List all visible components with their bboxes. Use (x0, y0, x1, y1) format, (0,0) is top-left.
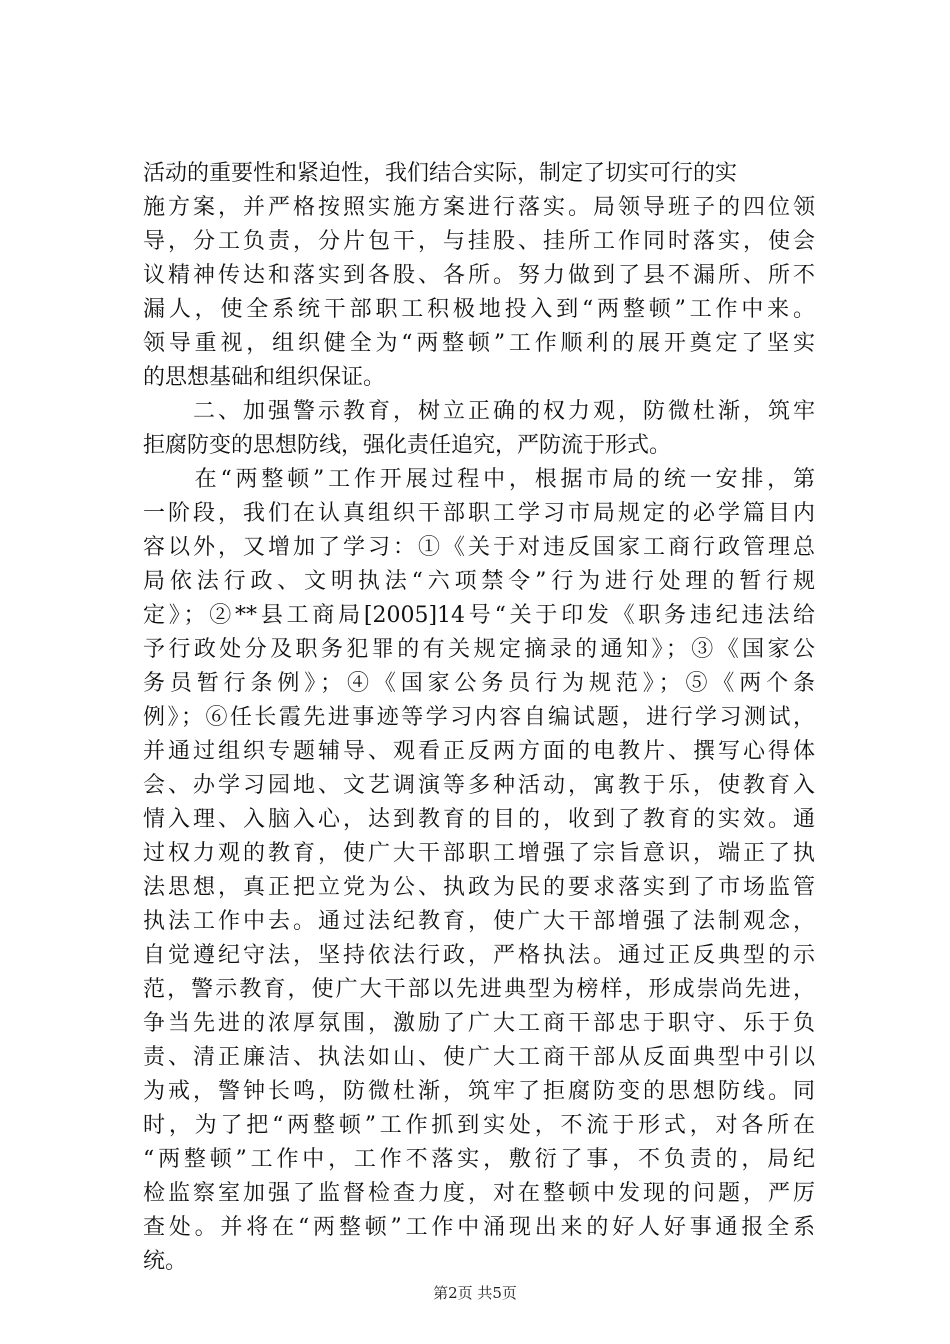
text-line: 领导重视，组织健全为“两整顿”工作顺利的展开奠定了坚实 (143, 331, 815, 356)
document-body (143, 157, 815, 1279)
text-line: 定》；②**县工商局[2005]14号“关于印发《职务违纪违法给 (143, 603, 815, 628)
text-line: 检监察室加强了监督检查力度，对在整顿中发现的问题，严厉 (143, 1181, 815, 1206)
text-line: 容以外，又增加了学习：①《关于对违反国家工商行政管理总 (143, 535, 815, 560)
text-line: 自觉遵纪守法，坚持依法行政，严格执法。通过正反典型的示 (143, 943, 815, 968)
text-line: 会、办学习园地、文艺调演等多种活动，寓教于乐，使教育入 (143, 773, 815, 798)
section-heading: 拒腐防变的思想防线，强化责任追究，严防流于形式。 (143, 433, 672, 458)
text-line: 过权力观的教育，使广大干部职工增强了宗旨意识，端正了执 (143, 841, 815, 866)
text-line: 施方案，并严格按照实施方案进行落实。局领导班子的四位领 (143, 195, 815, 220)
text-line: “两整顿”工作中，工作不落实，敷衍了事，不负责的，局纪 (143, 1147, 815, 1172)
text-line: 责、清正廉洁、执法如山、使广大工商干部从反面典型中引以 (143, 1045, 815, 1070)
text-line: 法思想，真正把立党为公、执政为民的要求落实到了市场监管 (143, 875, 815, 900)
section-heading: 二、加强警示教育，树立正确的权力观，防微杜渐，筑牢 (143, 399, 815, 424)
text-line: 范，警示教育，使广大干部以先进典型为榜样，形成崇尚先进， (143, 977, 815, 1002)
text-line: 情入理、入脑入心，达到教育的目的，收到了教育的实效。通 (143, 807, 815, 832)
text-line: 一阶段，我们在认真组织干部职工学习市局规定的必学篇目内 (143, 501, 815, 526)
text-line: 导，分工负责，分片包干，与挂股、挂所工作同时落实，使会 (143, 229, 815, 254)
text-line: 在“两整顿”工作开展过程中，根据市局的统一安排，第 (143, 467, 815, 492)
text-line: 漏人，使全系统干部职工积极地投入到“两整顿”工作中来。 (143, 297, 815, 322)
text-line: 统。 (143, 1249, 188, 1274)
text-line: 时，为了把“两整顿”工作抓到实处，不流于形式，对各所在 (143, 1113, 815, 1138)
text-line: 为戒，警钟长鸣，防微杜渐，筑牢了拒腐防变的思想防线。同 (143, 1079, 815, 1104)
text-line: 争当先进的浓厚氛围，激励了广大工商干部忠于职守、乐于负 (143, 1011, 815, 1036)
page-number-footer: 第2页 共5页 (433, 1284, 517, 1302)
text-line: 的思想基础和组织保证。 (143, 365, 386, 390)
text-line: 务员暂行条例》；④《国家公务员行为规范》；⑤《两个条 (143, 671, 815, 696)
text-line: 执法工作中去。通过法纪教育，使广大干部增强了法制观念， (143, 909, 815, 934)
text-line: 查处。并将在“两整顿”工作中涌现出来的好人好事通报全系 (143, 1215, 815, 1240)
text-line: 予行政处分及职务犯罪的有关规定摘录的通知》；③《国家公 (143, 637, 815, 662)
text-line: 局依法行政、文明执法“六项禁令”行为进行处理的暂行规 (143, 569, 815, 594)
text-line: 例》；⑥任长霞先进事迹等学习内容自编试题，进行学习测试， (143, 705, 815, 730)
text-line: 并通过组织专题辅导、观看正反两方面的电教片、撰写心得体 (143, 739, 815, 764)
text-line: 活动的重要性和紧迫性，我们结合实际，制定了切实可行的实 (143, 161, 738, 186)
text-line: 议精神传达和落实到各股、各所。努力做到了县不漏所、所不 (143, 263, 815, 288)
